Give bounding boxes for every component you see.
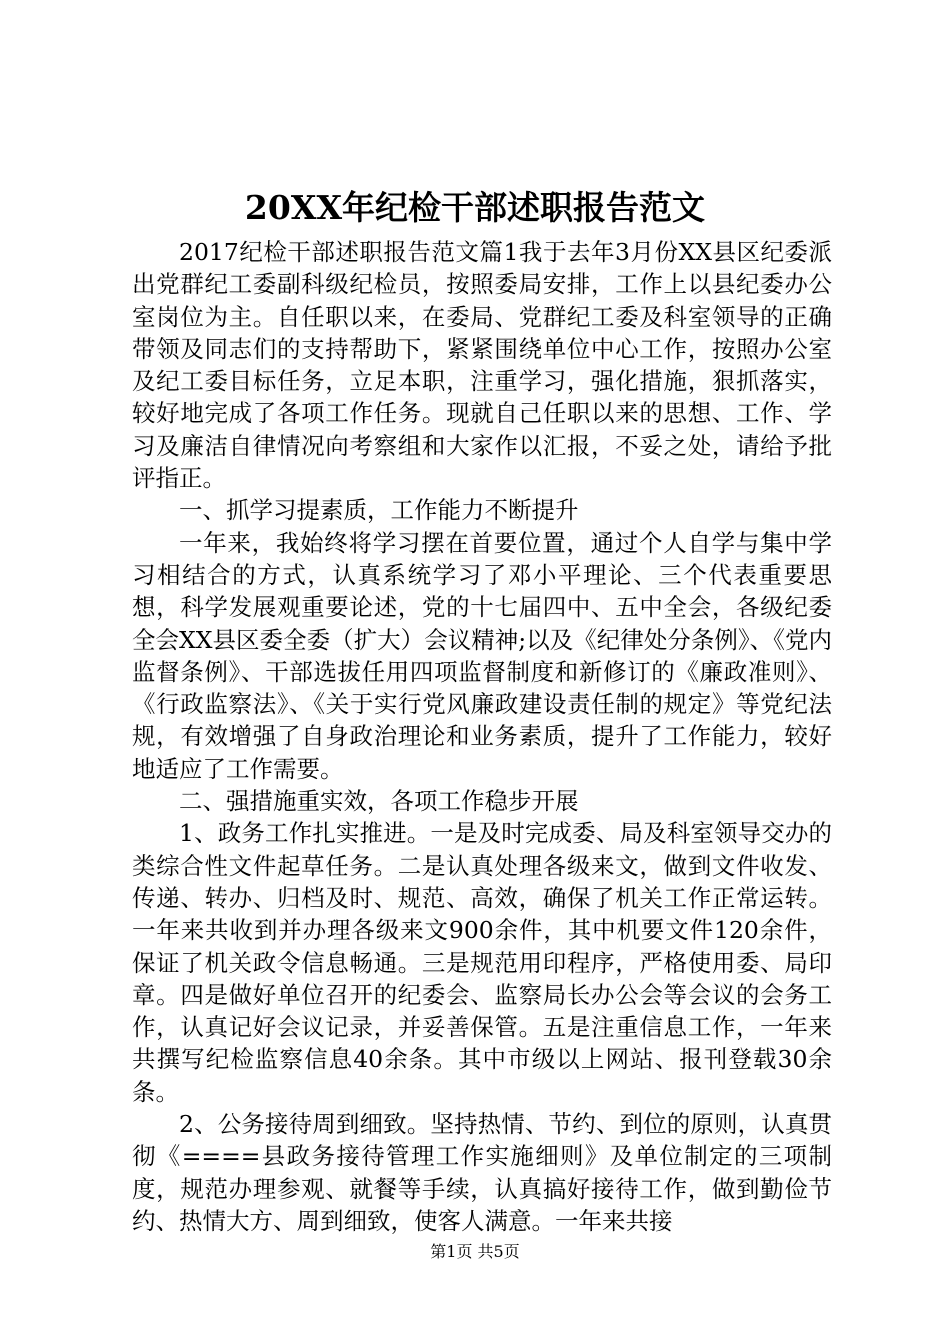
- document-body: [132, 236, 832, 1237]
- paragraph-government-affairs: 1、政务工作扎实推进。一是及时完成委、局及科室领导交办的类综合性文件起草任务。二是认真处理各级来文，做到文件收发、传递、转办、归档及时、规范、高效，确保了机关工作正常运转。一年来共收到并办理各级来文900余件，其中机要文件120余件，保证了机关政令信息畅通。三是规范用印程序，严格使用委、局印章。四是做好单位召开的纪委会、监察局长办公会等会议的会务工作，认真记好会议记录，并妥善保管。五是注重信息工作，一年来共撰写纪检监察信息40余条。其中市级以上网站、报刊登载30余条。: [132, 819, 832, 1106]
- section-heading-2: 二、强措施重实效，各项工作稳步开展: [179, 787, 579, 816]
- page-footer: 第1页 共5页: [430, 1242, 520, 1261]
- paragraph-study: 一年来，我始终将学习摆在首要位置，通过个人自学与集中学习相结合的方式，认真系统学习了邓小平理论、三个代表重要思想，科学发展观重要论述，党的十七届四中、五中全会，各级纪委全会XX县区委全委（扩大）会议精神;以及《纪律处分条例》、《党内监督条例》、干部选拔任用四项监督制度和新修订的《廉政准则》、《行政监察法》、《关于实行党风廉政建设责任制的规定》等党纪法规，有效增强了自身政治理论和业务素质，提升了工作能力，较好地适应了工作需要。: [132, 528, 832, 783]
- document-title: 20XX年纪检干部述职报告范文: [244, 188, 706, 227]
- paragraph-reception: 2、公务接待周到细致。坚持热情、节约、到位的原则，认真贯彻《====县政务接待管理工作实施细则》及单位制定的三项制度，规范办理参观、就餐等手续，认真搞好接待工作，做到勤俭节约、热情大方、周到细致，使客人满意。一年来共接: [132, 1110, 832, 1235]
- section-heading-1: 一、抓学习提素质，工作能力不断提升: [179, 496, 579, 525]
- paragraph-intro: 2017纪检干部述职报告范文篇1我于去年3月份XX县区纪委派出党群纪工委副科级纪检员，按照委局安排，工作上以县纪委办公室岗位为主。自任职以来，在委局、党群纪工委及科室领导的正确带领及同志们的支持帮助下，紧紧围绕单位中心工作，按照办公室及纪工委目标任务，立足本职，注重学习，强化措施，狠抓落实，较好地完成了各项工作任务。现就自己任职以来的思想、工作、学习及廉洁自律情况向考察组和大家作以汇报，不妥之处，请给予批评指正。: [132, 238, 832, 493]
